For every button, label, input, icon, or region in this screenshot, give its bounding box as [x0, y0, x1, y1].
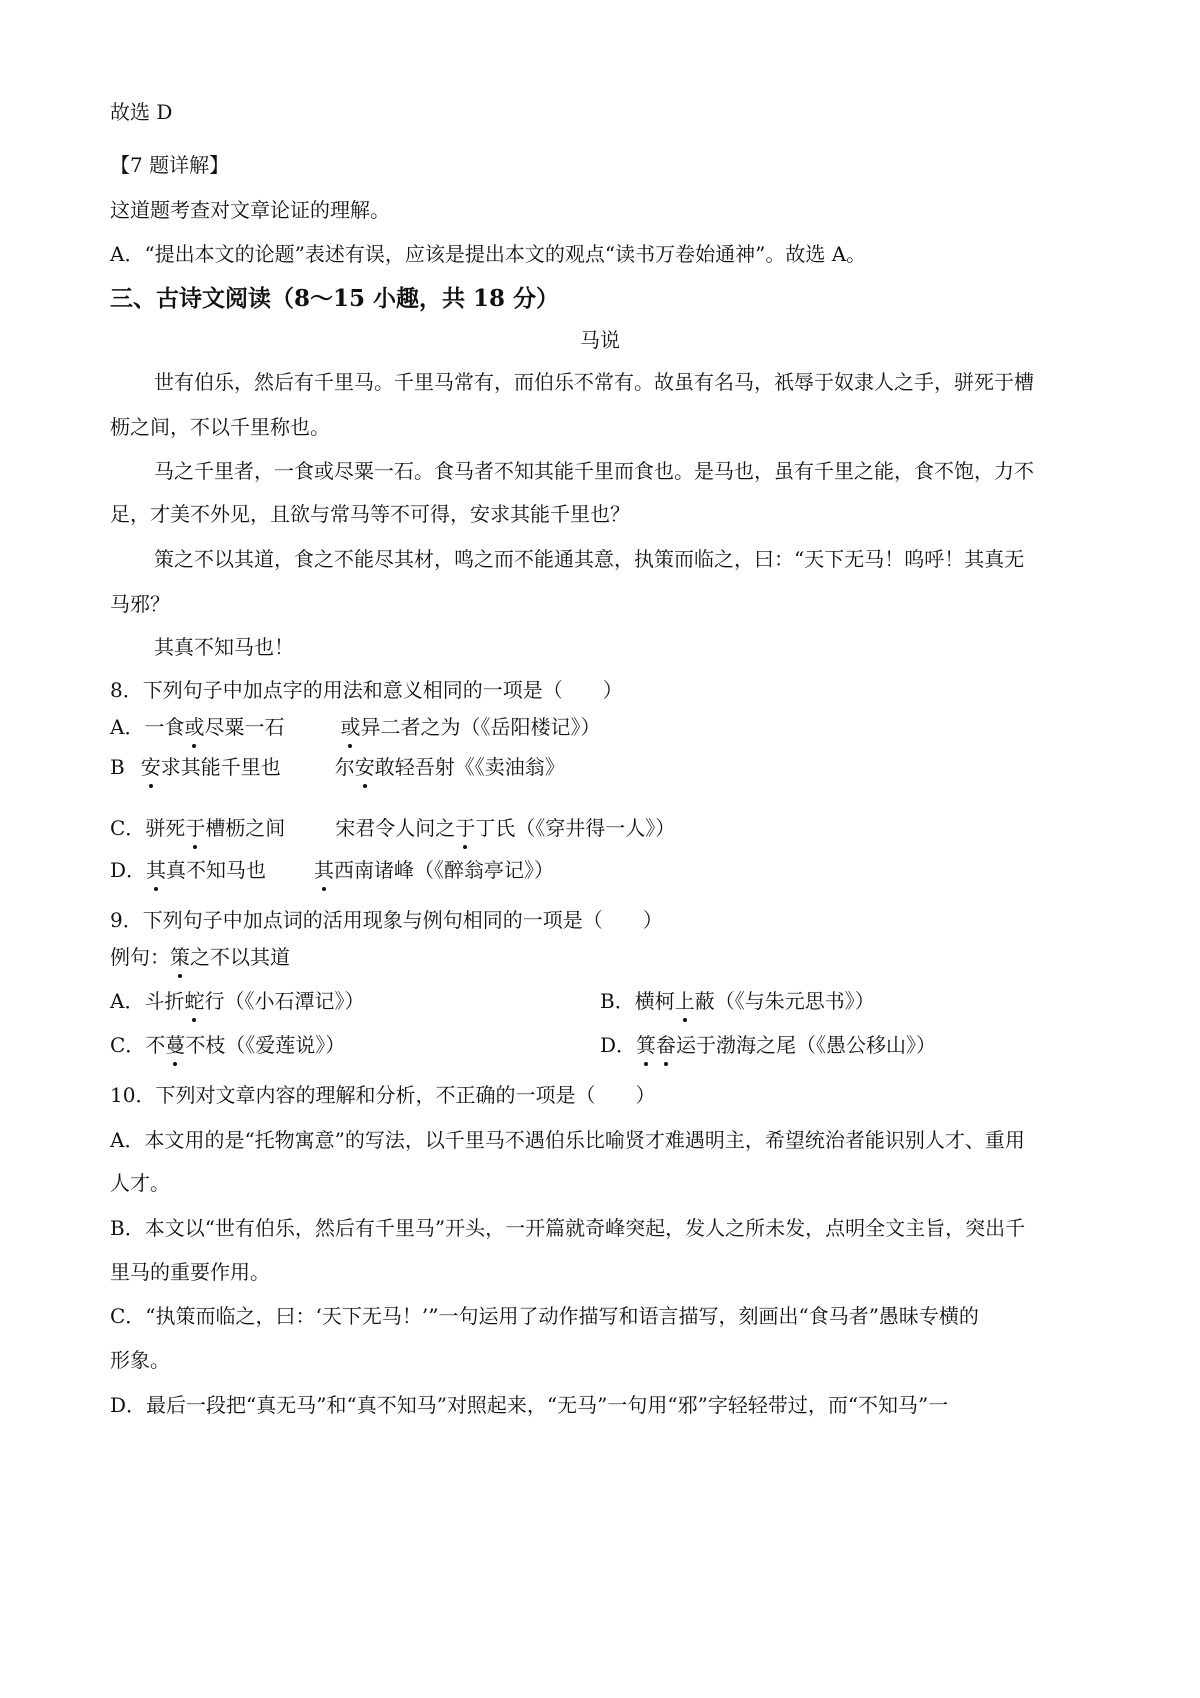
option-text: 蔽（《与朱元思书》） [694, 989, 875, 1013]
emphasized-char: 或 [184, 715, 205, 739]
explanation-line: A．“提出本文的论题”表述有误，应该是提出本文的观点“读书万卷始通神”。故选 A。 [110, 242, 867, 266]
emphasized-char: 蔓 [165, 1033, 186, 1057]
option-label: A． [110, 989, 145, 1013]
option-label: B． [600, 989, 635, 1013]
option-label: C． [110, 1033, 146, 1057]
q10-option-b: B．本文以“世有伯乐，然后有千里马”开头，一开篇就奇峰突起，发人之所未发，点明全文主旨，突出千 [110, 1216, 1026, 1240]
q10-option-c: 形象。 [110, 1348, 170, 1372]
option-text: 丁氏（《穿井得一人》） [475, 816, 676, 840]
q9-option-c [110, 1031, 345, 1059]
q9-option-a [110, 987, 364, 1015]
option-text: 行（《小石潭记》） [204, 989, 365, 1013]
section-heading: 三、古诗文阅读（8～15 小趣，共 18 分） [110, 285, 560, 312]
option-text: 异二者之为（《岳阳楼记》） [360, 715, 601, 739]
question-10: 10．下列对文章内容的理解和分析，不正确的一项是（ ） [110, 1083, 656, 1107]
q10-option-b: 里马的重要作用。 [110, 1260, 270, 1284]
option-text: 尔 [334, 755, 355, 779]
q8-option-d [110, 856, 554, 884]
q8-option-a [110, 713, 600, 741]
option-label: 例句： [110, 945, 170, 969]
emphasized-char: 安 [354, 755, 375, 779]
option-text: 西南诸峰（《醉翁亭记》） [334, 858, 555, 882]
q10-option-a: 人才。 [110, 1171, 170, 1195]
option-text: 之不以其道 [190, 945, 290, 969]
option-text: 尽粟一石 [204, 715, 285, 739]
q10-option-c: C．“执策而临之，曰：‘天下无马！’”一句运用了动作描写和语言描写，刻画出“食马者”愚昧专横的 [110, 1304, 979, 1328]
option-label: A． [110, 715, 145, 739]
q9-option-d [600, 1031, 936, 1059]
emphasized-char: 箕 [636, 1033, 657, 1057]
subsection-heading: 【7 题详解】 [110, 153, 230, 177]
option-text: 敢轻吾射《《卖油翁》 [374, 755, 565, 779]
question-8: 8．下列句子中加点字的用法和意义相同的一项是（ ） [110, 678, 623, 702]
option-text: 求其能千里也 [160, 755, 281, 779]
explanation-line: 这道题考查对文章论证的理解。 [110, 198, 390, 222]
emphasized-char: 上 [674, 989, 695, 1013]
q8-option-c [110, 814, 675, 842]
option-label: D． [110, 858, 147, 882]
emphasized-char: 其 [146, 858, 167, 882]
emphasized-char: 或 [340, 715, 361, 739]
passage-paragraph: 枥之间，不以千里称也。 [110, 415, 330, 439]
q8-option-b [110, 753, 565, 781]
emphasized-char: 蛇 [184, 989, 205, 1013]
option-text: 运于渤海之尾（《愚公移山》） [676, 1033, 937, 1057]
q9-example [110, 943, 290, 971]
option-text: 真不知马也 [166, 858, 267, 882]
option-text: 骈死 [145, 816, 186, 840]
emphasized-char: 畚 [656, 1033, 677, 1057]
q10-option-a: A．本文用的是“托物寓意”的写法，以千里马不遇伯乐比喻贤才难遇明主，希望统治者能识别人才、重用 [110, 1128, 1025, 1152]
passage-paragraph: 足，才美不外见，且欲与常马等不可得，安求其能千里也？ [110, 502, 630, 526]
emphasized-char: 其 [314, 858, 335, 882]
passage-paragraph: 世有伯乐，然后有千里马。千里马常有，而伯乐不常有。故虽有名马，祇辱于奴隶人之手，骈死于槽 [154, 370, 1034, 394]
q9-option-b [600, 987, 875, 1015]
emphasized-char: 于 [455, 816, 476, 840]
emphasized-char: 安 [140, 755, 161, 779]
passage-paragraph: 马之千里者，一食或尽粟一石。食马者不知其能千里而食也。是马也，虽有千里之能，食不饱，力不 [154, 459, 1034, 483]
emphasized-char: 策 [170, 945, 190, 969]
option-label: C． [110, 816, 146, 840]
option-text: 不枝（《爱莲说》） [185, 1033, 346, 1057]
option-label: D． [600, 1033, 637, 1057]
option-text: 一食 [144, 715, 185, 739]
option-text: 不 [145, 1033, 166, 1057]
passage-paragraph: 马邪？ [110, 592, 170, 616]
option-label: B [110, 755, 125, 779]
emphasized-char: 于 [185, 816, 206, 840]
question-9: 9．下列句子中加点词的活用现象与例句相同的一项是（ ） [110, 908, 663, 932]
passage-title: 马说 [580, 328, 620, 352]
option-text: 宋君令人问之 [335, 816, 456, 840]
q10-option-d: D．最后一段把“真无马”和“真不知马”对照起来，“无马”一句用“邪”字轻轻带过，而“不知马”一 [110, 1393, 949, 1417]
passage-paragraph: 策之不以其道，食之不能尽其材，鸣之而不能通其意，执策而临之，曰：“天下无马！呜呼！其真无 [154, 547, 1025, 571]
option-text: 槽枥之间 [205, 816, 286, 840]
answer-line: 故选 D [110, 100, 173, 124]
passage-paragraph: 其真不知马也！ [154, 635, 294, 659]
option-text: 横柯 [634, 989, 675, 1013]
option-text: 斗折 [144, 989, 185, 1013]
